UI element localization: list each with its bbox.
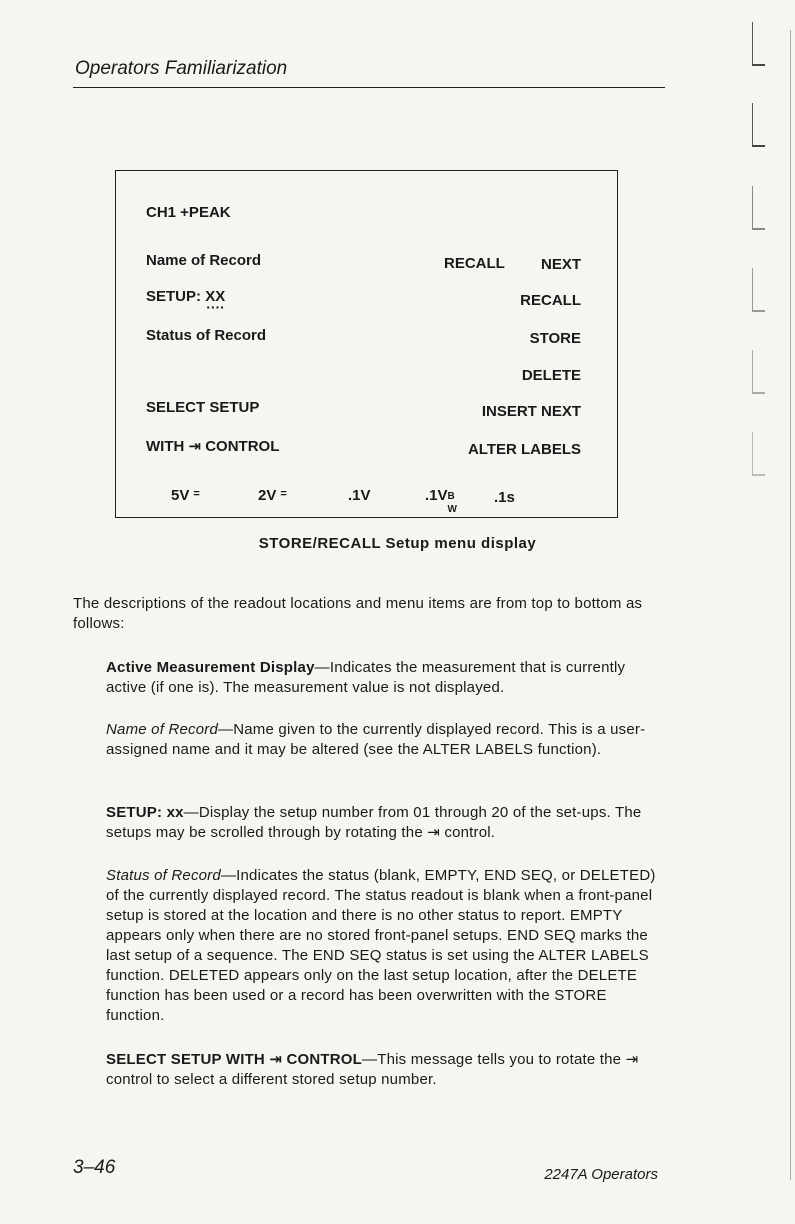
readout-ch2 xyxy=(258,487,288,504)
readout-ch1 xyxy=(171,487,201,504)
description-select-setup xyxy=(106,1050,666,1090)
menu-next-label: NEXT xyxy=(540,256,581,273)
section-tab-mark xyxy=(752,432,765,476)
section-tab-mark xyxy=(752,350,765,394)
section-tab-mark xyxy=(752,268,765,312)
status-of-record-label: Status of Record xyxy=(146,327,267,344)
readout-ch2-value: 2V xyxy=(258,487,277,504)
section-tab-mark xyxy=(752,22,765,66)
channel-label: CH1 +PEAK xyxy=(146,204,231,221)
manual-title: 2247A Operators xyxy=(544,1166,658,1183)
menu-insert-next-label: INSERT NEXT xyxy=(481,403,581,420)
section-tab-mark xyxy=(752,103,765,147)
section-tab-mark xyxy=(752,186,765,230)
term: SELECT SETUP WITH ⇥ CONTROL xyxy=(106,1051,363,1068)
description-name-of-record xyxy=(106,720,666,760)
menu-recall-label: RECALL xyxy=(444,255,505,272)
setup-number-label xyxy=(146,288,225,305)
setup-prefix: SETUP: xyxy=(146,288,206,305)
menu-recall2-label: RECALL xyxy=(520,292,581,309)
readout-time: .1s xyxy=(494,489,515,506)
dc-coupling-icon: = xyxy=(280,488,288,500)
page-header-title: Operators Familiarization xyxy=(75,58,288,79)
select-setup-label: SELECT SETUP xyxy=(146,399,260,416)
definition: —Name given to the currently displayed record. This is a user-assigned name and it may be altered (see the ALTER LABELS function). xyxy=(106,721,646,758)
menu-alter-labels-label: ALTER LABELS xyxy=(467,441,581,458)
with-control-label: WITH ⇥ CONTROL xyxy=(146,438,280,455)
crt-display-figure xyxy=(115,170,618,518)
readout-ch3: .1V xyxy=(348,487,371,504)
figure-caption: STORE/RECALL Setup menu display xyxy=(258,535,537,552)
term: SETUP: xx xyxy=(106,804,184,821)
description-status-of-record xyxy=(106,866,666,1026)
header-rule xyxy=(73,87,665,88)
readout-ch4 xyxy=(425,487,458,515)
setup-value: XX ···· xyxy=(205,288,225,305)
readout-ch4-value: .1V xyxy=(425,487,448,504)
term: Active Measurement Display xyxy=(106,659,315,676)
readout-ch1-value: 5V xyxy=(171,487,190,504)
intro-paragraph: The descriptions of the readout locations and menu items are from top to bottom as follows: xyxy=(73,595,643,632)
dc-coupling-icon: = xyxy=(193,488,201,500)
term: Name of Record xyxy=(106,721,219,738)
definition: —This message tells you to rotate the ⇥ control to select a different stored setup number. xyxy=(106,1051,639,1088)
menu-store-label: STORE xyxy=(529,330,581,347)
definition: —Display the setup number from 01 through 20 of the set-ups. The setups may be scrolled through by rotating the ⇥ control. xyxy=(106,804,642,841)
readout-ch4-sup: B xyxy=(447,491,455,502)
definition: —Indicates the measurement that is currently active (if one is). The measurement value is not displayed. xyxy=(106,659,626,696)
name-of-record-label: Name of Record xyxy=(146,252,262,269)
menu-delete-label: DELETE xyxy=(521,367,581,384)
description-setup-xx xyxy=(106,803,666,843)
page-edge-line xyxy=(790,30,791,1180)
readout-ch4-sub: W xyxy=(447,504,457,515)
definition: —Indicates the status (blank, EMPTY, END SEQ, or DELETED) of the currently displayed record. The status readout is blank when a front-panel setup is stored at the location and there is no other status to report. EMPTY appears only when there are no stored front-panel setups. END SEQ marks the last setup of a sequence. The END SEQ status is set using the ALTER LABELS function. DELETED appears only on the last setup location, after the DELETE function has been used or a record has been overwritten with the STORE function. xyxy=(106,867,656,1024)
description-active-measurement xyxy=(106,658,666,698)
page-number: 3–46 xyxy=(73,1157,116,1178)
term: Status of Record xyxy=(106,867,221,884)
